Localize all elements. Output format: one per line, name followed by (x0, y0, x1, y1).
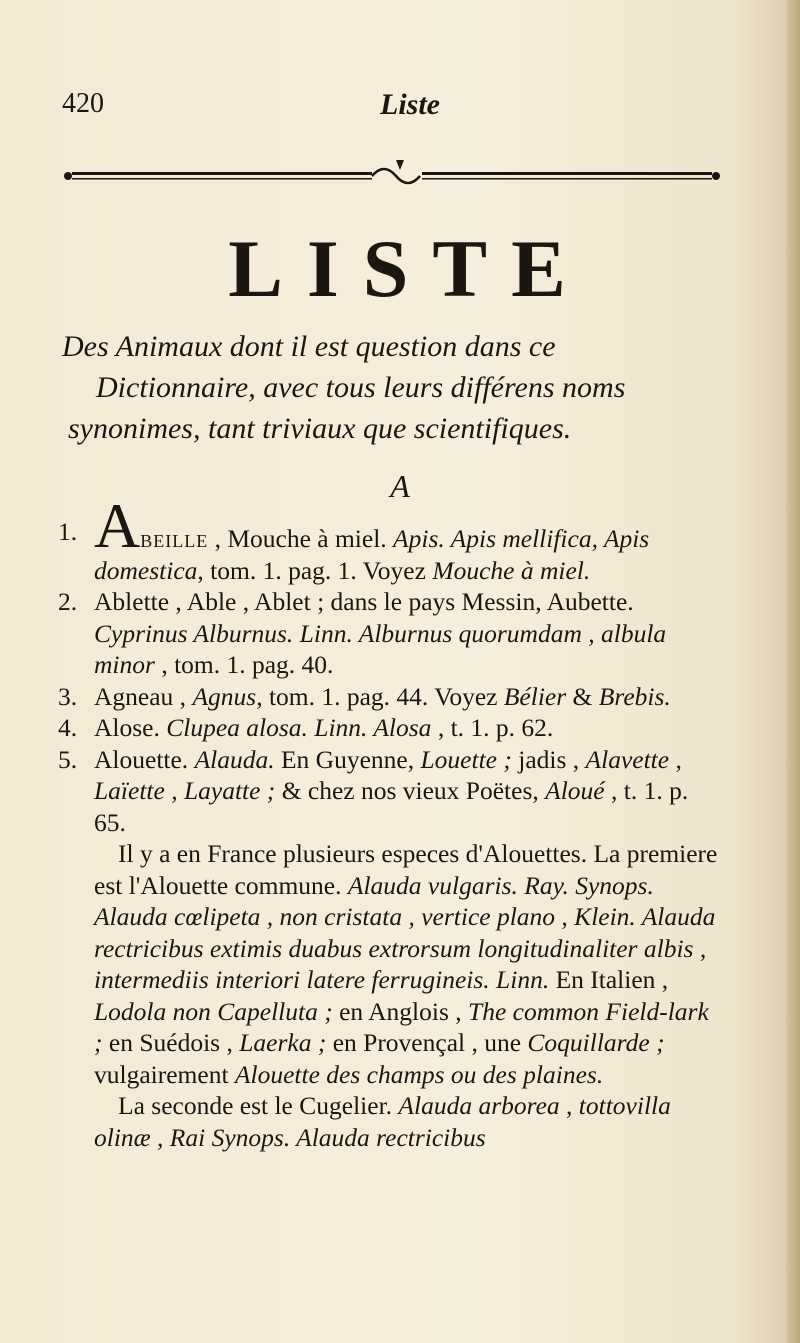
para-latin: Alauda vulgaris. Ray. Synops. Alauda cœlipeta , non cristata , vertice plano , Klein. Alauda rectricibus extimis duabus extrorsum longitudinaliter albis , intermediis interiori latere ferrugineis. Linn. (94, 870, 716, 994)
entry-latin: Alauda. (194, 744, 275, 774)
entry-text: jadis , (511, 744, 586, 774)
para-text: La seconde est le Cugelier. (118, 1091, 399, 1120)
para-text: En Italien , (549, 965, 669, 994)
subtitle-line: Des Animaux dont il est question dans ce (62, 330, 556, 363)
entry-text: , tom. 1. pag. 44. Voyez (256, 681, 504, 711)
entry-text: & (566, 681, 599, 711)
body-paragraph (58, 838, 723, 1090)
para-text: vulgairement (94, 1059, 235, 1089)
entry-text: , t. 1. p. 65. (94, 776, 689, 837)
para-latin: Alauda arborea , tottovilla olinæ , Rai Synops. Alauda rectricibus (94, 1091, 671, 1152)
entry-number: 2. (58, 587, 78, 616)
list-item (58, 712, 723, 744)
entry-latin: Clupea alosa. Linn. Alosa (166, 713, 432, 742)
entry-crossref: Bélier (503, 681, 567, 711)
page-gutter (786, 0, 800, 1343)
ornament-rule (62, 154, 722, 194)
para-text: en Anglois , (332, 996, 469, 1026)
entry-text: Alouette. (94, 744, 195, 774)
entry-name: Aloué (545, 776, 605, 805)
list-item (58, 681, 723, 713)
entry-crossref: Brebis. (598, 681, 671, 711)
para-name: Laerka ; (239, 1028, 327, 1057)
entry-crossref: Mouche à miel. (432, 555, 591, 585)
entry-number: 5. (58, 744, 78, 774)
running-head (62, 88, 720, 128)
para-text: en Suédois , (102, 1028, 240, 1057)
entry-text: Ablette , Able , Ablet ; dans le pays Messin, Aubette. (94, 587, 634, 616)
subtitle-line: synonimes, tant triviaux que scientifiques. (68, 412, 572, 445)
entry-text: , t. 1. p. 62. (431, 713, 554, 742)
entry-text: Alose. (94, 713, 167, 742)
entry-text: , Mouche à miel. (208, 524, 394, 553)
entry-number: 4. (58, 713, 78, 742)
subtitle-line: Dictionnaire, avec tous leurs différens noms (96, 371, 626, 404)
entry-text: & chez nos vieux Poëtes, (275, 776, 546, 805)
para-text: en Provençal , une (326, 1028, 528, 1057)
entry-text: En Guyenne, (274, 744, 421, 774)
list-item (58, 744, 723, 839)
entry-number: 3. (58, 681, 78, 711)
para-text: Il y a en France plusieurs especes d'Alouettes. La premiere est l'Alouette commune. (94, 839, 718, 900)
drop-cap: A (94, 490, 141, 561)
entry-name: Alavette , Laïette , Layatte ; (94, 744, 682, 805)
para-name: Alouette des champs ou des plaines. (234, 1059, 604, 1089)
entry-name: Louette ; (420, 744, 512, 774)
para-name: Coquillarde ; (527, 1028, 665, 1057)
body-paragraph (58, 1090, 723, 1153)
subtitle (62, 326, 732, 449)
running-title: Liste (380, 88, 440, 121)
entry-headword: beille (140, 524, 209, 553)
page-number: 420 (62, 88, 104, 119)
entry-number: 1. (58, 517, 78, 546)
list-item (58, 490, 723, 586)
para-name: The common Field-lark ; (94, 996, 709, 1057)
list-item (58, 586, 723, 681)
main-title: LISTE (228, 223, 590, 314)
entry-list (58, 490, 723, 1153)
entry-latin: Apis. Apis mellifica, Apis domestica (94, 524, 650, 585)
entry-latin: Agnus (192, 681, 257, 711)
entry-text: Agneau , (94, 681, 193, 711)
entry-text: , tom. 1. pag. 40. (154, 650, 334, 679)
entry-latin: Cyprinus Alburnus. Linn. Alburnus quorumdam , albula minor (94, 618, 667, 679)
section-letter: A (390, 468, 410, 504)
entry-text: , tom. 1. pag. 1. Voyez (197, 555, 433, 585)
para-name: Lodola non Capelluta ; (94, 996, 333, 1026)
